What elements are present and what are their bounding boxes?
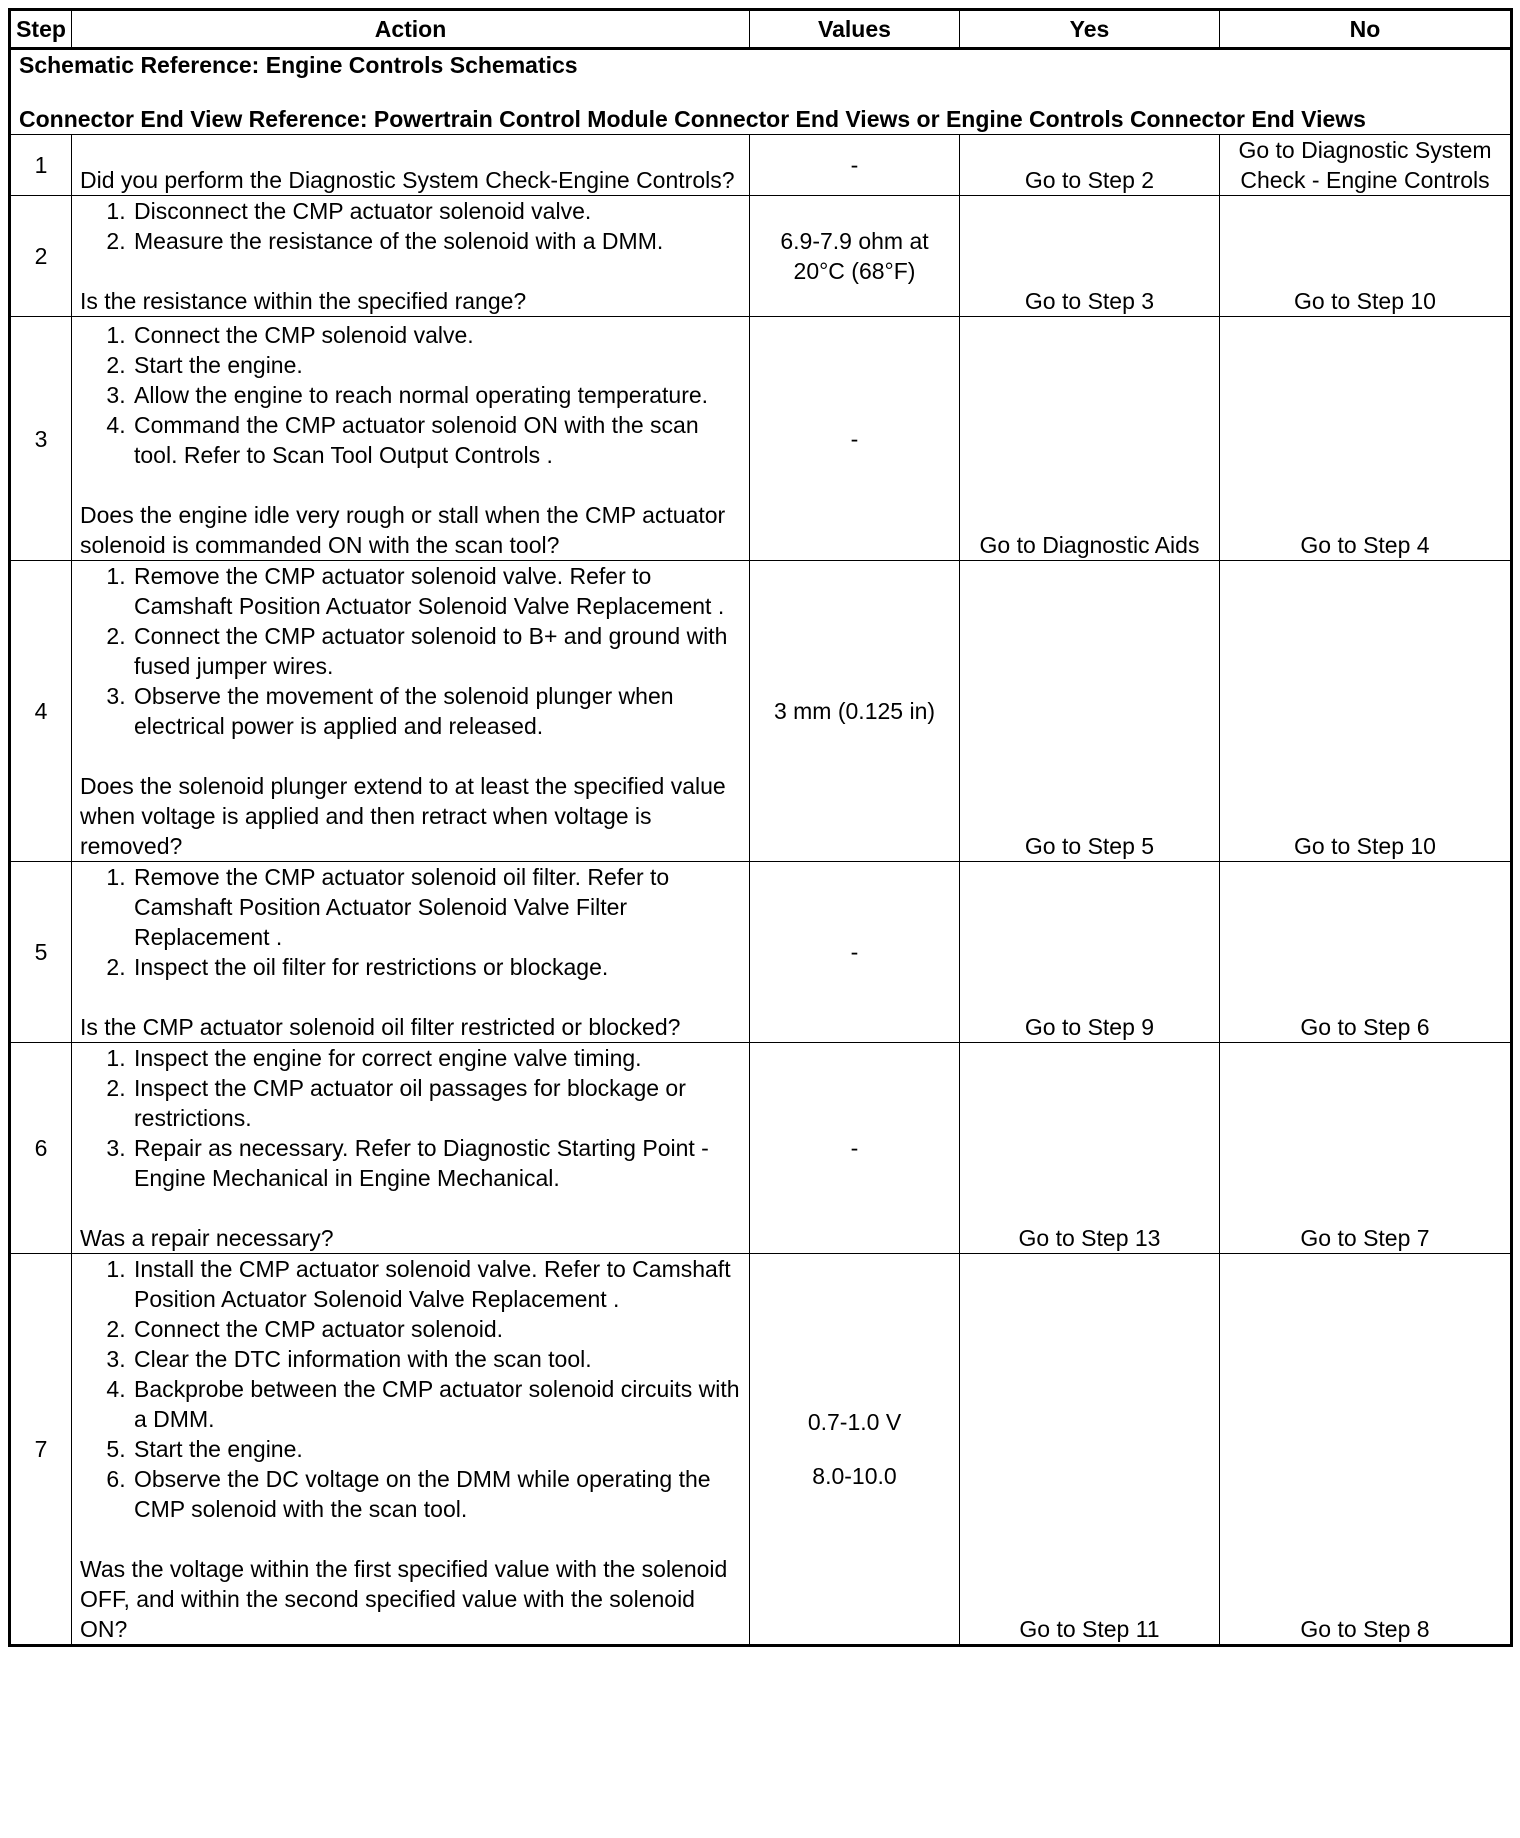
value-text: 8.0-10.0 bbox=[812, 1463, 897, 1489]
substep-item: 2. Measure the resistance of the solenoid with a DMM. bbox=[132, 226, 741, 256]
values-cell bbox=[750, 317, 960, 561]
yes-action: Go to Diagnostic Aids bbox=[960, 317, 1220, 561]
value-text: - bbox=[850, 425, 859, 452]
value-text: 6.9-7.9 ohm at 20°C (68°F) bbox=[780, 228, 929, 284]
reference-row bbox=[10, 49, 1512, 135]
value-text: - bbox=[850, 1135, 859, 1161]
question-text: Was the voltage within the first specified value with the solenoid OFF, and within the second specified value with the solenoid ON? bbox=[80, 1556, 728, 1642]
header-row bbox=[10, 10, 1512, 49]
values-cell bbox=[750, 135, 960, 196]
table-row bbox=[10, 561, 1512, 862]
yes-action: Go to Step 3 bbox=[960, 196, 1220, 317]
no-action: Go to Step 10 bbox=[1220, 196, 1512, 317]
step-number: 1 bbox=[10, 135, 72, 196]
substep-list bbox=[80, 862, 741, 982]
substep-item: 3. Repair as necessary. Refer to Diagnostic Starting Point - Engine Mechanical in Engine Mechanical. bbox=[132, 1133, 741, 1193]
no-action: Go to Diagnostic System Check - Engine Controls bbox=[1220, 135, 1512, 196]
values-cell bbox=[750, 196, 960, 317]
no-action: Go to Step 4 bbox=[1220, 317, 1512, 561]
no-action: Go to Step 6 bbox=[1220, 862, 1512, 1043]
connector-reference: Connector End View Reference: Powertrain Control Module Connector End Views or Engine Controls Connector End Views bbox=[19, 106, 1366, 132]
substep-item: 4. Backprobe between the CMP actuator solenoid circuits with a DMM. bbox=[132, 1374, 741, 1434]
substep-list bbox=[80, 320, 741, 470]
step-number: 4 bbox=[10, 561, 72, 862]
yes-action: Go to Step 11 bbox=[960, 1254, 1220, 1646]
header-yes: Yes bbox=[960, 10, 1220, 49]
header-no: No bbox=[1220, 10, 1512, 49]
header-values: Values bbox=[750, 10, 960, 49]
table-row bbox=[10, 862, 1512, 1043]
action-cell bbox=[72, 1043, 750, 1254]
substep-item: 1. Disconnect the CMP actuator solenoid valve. bbox=[132, 196, 741, 226]
substep-item: 1. Remove the CMP actuator solenoid oil filter. Refer to Camshaft Position Actuator Solenoid Valve Filter Replacement . bbox=[132, 862, 741, 952]
yes-action: Go to Step 9 bbox=[960, 862, 1220, 1043]
no-action: Go to Step 10 bbox=[1220, 561, 1512, 862]
substep-item: 3. Allow the engine to reach normal operating temperature. bbox=[132, 380, 741, 410]
table-row bbox=[10, 1254, 1512, 1646]
substep-item: 1. Connect the CMP solenoid valve. bbox=[132, 320, 741, 350]
yes-action: Go to Step 13 bbox=[960, 1043, 1220, 1254]
substep-item: 5. Start the engine. bbox=[132, 1434, 741, 1464]
action-cell bbox=[72, 561, 750, 862]
substep-item: 2. Connect the CMP actuator solenoid. bbox=[132, 1314, 741, 1344]
value-text: - bbox=[850, 152, 859, 178]
substep-item: 2. Inspect the CMP actuator oil passages for blockage or restrictions. bbox=[132, 1073, 741, 1133]
schematic-reference: Schematic Reference: Engine Controls Schematics bbox=[19, 52, 578, 78]
substep-item: 4. Command the CMP actuator solenoid ON with the scan tool. Refer to Scan Tool Output Controls . bbox=[132, 410, 741, 470]
action-cell bbox=[72, 1254, 750, 1646]
action-cell bbox=[72, 317, 750, 561]
step-number: 7 bbox=[10, 1254, 72, 1646]
substep-item: 2. Start the engine. bbox=[132, 350, 741, 380]
substep-list bbox=[80, 1043, 741, 1193]
values-cell bbox=[750, 1254, 960, 1646]
no-action: Go to Step 8 bbox=[1220, 1254, 1512, 1646]
yes-action: Go to Step 2 bbox=[960, 135, 1220, 196]
substep-item: 2. Connect the CMP actuator solenoid to B+ and ground with fused jumper wires. bbox=[132, 621, 741, 681]
question-text: Does the solenoid plunger extend to at least the specified value when voltage is applied and then retract when voltage is removed? bbox=[80, 773, 726, 859]
value-text: 0.7-1.0 V bbox=[807, 1409, 902, 1435]
table-row bbox=[10, 196, 1512, 317]
value-text: - bbox=[850, 939, 859, 965]
value-text: 3 mm (0.125 in) bbox=[773, 698, 936, 724]
header-step: Step bbox=[10, 10, 72, 49]
values-cell bbox=[750, 561, 960, 862]
substep-list bbox=[80, 561, 741, 741]
substep-item: 3. Clear the DTC information with the scan tool. bbox=[132, 1344, 741, 1374]
substep-list bbox=[80, 1254, 741, 1524]
no-action: Go to Step 7 bbox=[1220, 1043, 1512, 1254]
question-text: Did you perform the Diagnostic System Check-Engine Controls? bbox=[80, 167, 735, 193]
question-text: Does the engine idle very rough or stall when the CMP actuator solenoid is commanded ON with the scan tool? bbox=[80, 502, 726, 558]
step-number: 6 bbox=[10, 1043, 72, 1254]
action-cell bbox=[72, 862, 750, 1043]
substep-item: 1. Remove the CMP actuator solenoid valve. Refer to Camshaft Position Actuator Solenoid Valve Replacement . bbox=[132, 561, 741, 621]
question-text: Is the CMP actuator solenoid oil filter restricted or blocked? bbox=[80, 1014, 681, 1040]
diagnostic-table bbox=[8, 8, 1513, 1647]
substep-item: 6. Observe the DC voltage on the DMM while operating the CMP solenoid with the scan tool. bbox=[132, 1464, 741, 1524]
substep-item: 3. Observe the movement of the solenoid plunger when electrical power is applied and released. bbox=[132, 681, 741, 741]
substep-list bbox=[80, 196, 741, 256]
action-cell bbox=[72, 135, 750, 196]
values-cell bbox=[750, 862, 960, 1043]
header-action: Action bbox=[72, 10, 750, 49]
reference-cell bbox=[10, 49, 1512, 135]
step-number: 2 bbox=[10, 196, 72, 317]
step-number: 5 bbox=[10, 862, 72, 1043]
substep-item: 2. Inspect the oil filter for restrictions or blockage. bbox=[132, 952, 741, 982]
table-row bbox=[10, 135, 1512, 196]
table-row bbox=[10, 317, 1512, 561]
substep-item: 1. Inspect the engine for correct engine valve timing. bbox=[132, 1043, 741, 1073]
question-text: Was a repair necessary? bbox=[80, 1225, 334, 1251]
step-number: 3 bbox=[10, 317, 72, 561]
table-row bbox=[10, 1043, 1512, 1254]
substep-item: 1. Install the CMP actuator solenoid valve. Refer to Camshaft Position Actuator Solenoid Valve Replacement . bbox=[132, 1254, 741, 1314]
yes-action: Go to Step 5 bbox=[960, 561, 1220, 862]
values-cell bbox=[750, 1043, 960, 1254]
question-text: Is the resistance within the specified range? bbox=[80, 288, 527, 314]
action-cell bbox=[72, 196, 750, 317]
